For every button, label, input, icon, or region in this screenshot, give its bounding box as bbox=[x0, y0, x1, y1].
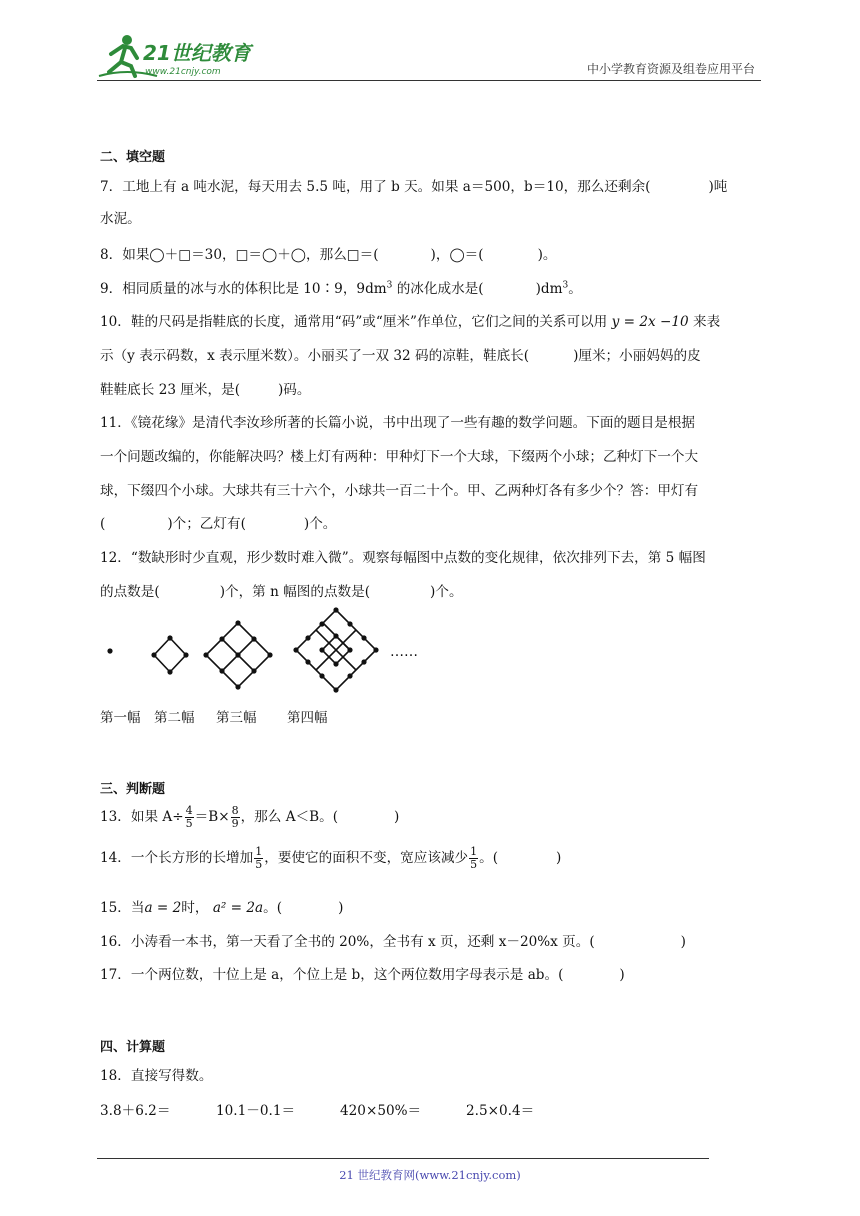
calc-item: 420×50%＝ bbox=[340, 1103, 422, 1119]
question-13: 13．如果 A÷ $\frac{4}{5}$ ＝B× $\frac{8}{9}$ ，那么 A＜B。( ) bbox=[100, 804, 400, 830]
fraction-8-9: $\frac{8}{9}$ bbox=[231, 804, 239, 830]
figure-4 bbox=[293, 607, 378, 692]
dot-pattern-figures bbox=[100, 606, 440, 696]
question-15: 15．当a = 2时， a² = 2a。( ) bbox=[100, 900, 344, 916]
question-9: 9．相同质量的冰与水的体积比是 10∶9，$9dm^3$ 的冰化成水是( )$dm^3$。 bbox=[100, 280, 582, 297]
question-11-line4: ( )个；乙灯有( )个。 bbox=[100, 516, 337, 532]
figure-1 bbox=[107, 648, 112, 653]
question-12-line2: 的点数是( )个，第 n 幅图的点数是( )个。 bbox=[100, 584, 463, 600]
site-logo bbox=[97, 32, 267, 82]
logo-url: www.21cnjy.com bbox=[145, 67, 221, 77]
fraction-1-5-b: $\frac{1}{5}$ bbox=[470, 845, 478, 871]
logo-text: 21世纪教育 bbox=[143, 41, 251, 65]
question-11-line3: 球，下缀四个小球。大球共有三十六个，小球共一百二十个。甲、乙两种灯各有多少个？答：甲灯有 bbox=[100, 483, 699, 499]
question-16: 16．小涛看一本书，第一天看了全书的 20%，全书有 x 页，还剩 x－20%x 页。( ) bbox=[100, 934, 686, 950]
question-11-line2: 一个问题改编的，你能解决吗？楼上灯有两种：甲种灯下一个大球，下缀两个小球；乙种灯下一个大 bbox=[100, 449, 699, 465]
figure-2 bbox=[151, 635, 188, 674]
question-17: 17．一个两位数，十位上是 a，个位上是 b，这个两位数用字母表示是 ab。( ) bbox=[100, 967, 625, 983]
calc-item: 10.1－0.1＝ bbox=[216, 1103, 296, 1119]
question-10-line2: 示（y 表示码数，x 表示厘米数）。小丽买了一双 32 码的凉鞋，鞋底长( )厘米；小丽妈妈的皮 bbox=[100, 348, 701, 364]
question-7: 7．工地上有 a 吨水泥，每天用去 5.5 吨，用了 b 天。如果 a＝500，b＝10，那么还剩余( )吨 bbox=[100, 179, 728, 195]
caption-figure-4: 第四幅 bbox=[287, 710, 328, 726]
footer-text[interactable]: 21 世纪教育网(www.21cnjy.com) bbox=[339, 1168, 521, 1182]
calc-item: 2.5×0.4＝ bbox=[466, 1103, 535, 1119]
question-18: 18．直接写得数。 bbox=[100, 1068, 213, 1084]
question-11: 11．《镜花缘》是清代李汝珍所著的长篇小说，书中出现了一些有趣的数学问题。下面的题目是根据 bbox=[100, 415, 696, 431]
ellipsis-dots: …… bbox=[390, 644, 418, 660]
caption-figure-2: 第二幅 bbox=[154, 710, 195, 726]
question-12: 12．“数缺形时少直观，形少数时难入微”。观察每幅图中点数的变化规律，依次排列下去，第 5 幅图 bbox=[100, 550, 706, 566]
question-14: 14．一个长方形的长增加 $\frac{1}{5}$ ，要使它的面积不变，宽应该减少 $\frac{1}{5}$ 。( ) bbox=[100, 845, 562, 871]
question-8: 8．如果◯＋□＝30，□＝◯＋◯，那么□＝( )，◯＝( )。 bbox=[100, 247, 557, 263]
header-platform-name: 中小学教育资源及组卷应用平台 bbox=[586, 62, 755, 76]
caption-figure-3: 第三幅 bbox=[216, 710, 257, 726]
figure-3 bbox=[203, 620, 272, 689]
section-title-calculation: 四、计算题 bbox=[100, 1040, 166, 1055]
question-10: 10．鞋的尺码是指鞋底的长度，通常用“码”或“厘米”作单位，它们之间的关系可以用 y = 2x −10 来表 bbox=[100, 314, 721, 330]
fraction-1-5: $\frac{1}{5}$ bbox=[255, 845, 263, 871]
section-title-judgment: 三、判断题 bbox=[100, 782, 166, 797]
fraction-4-5: $\frac{4}{5}$ bbox=[185, 804, 193, 830]
question-7-cont: 水泥。 bbox=[100, 211, 141, 227]
header-divider bbox=[97, 80, 761, 81]
calc-item: 3.8＋6.2＝ bbox=[100, 1103, 171, 1119]
question-10-line3: 鞋鞋底长 23 厘米，是( )码。 bbox=[100, 382, 311, 398]
formula: y = 2x −10 bbox=[611, 314, 689, 330]
footer-divider bbox=[97, 1158, 709, 1159]
caption-figure-1: 第一幅 bbox=[100, 710, 141, 726]
section-title-fill-blank: 二、填空题 bbox=[100, 150, 166, 165]
